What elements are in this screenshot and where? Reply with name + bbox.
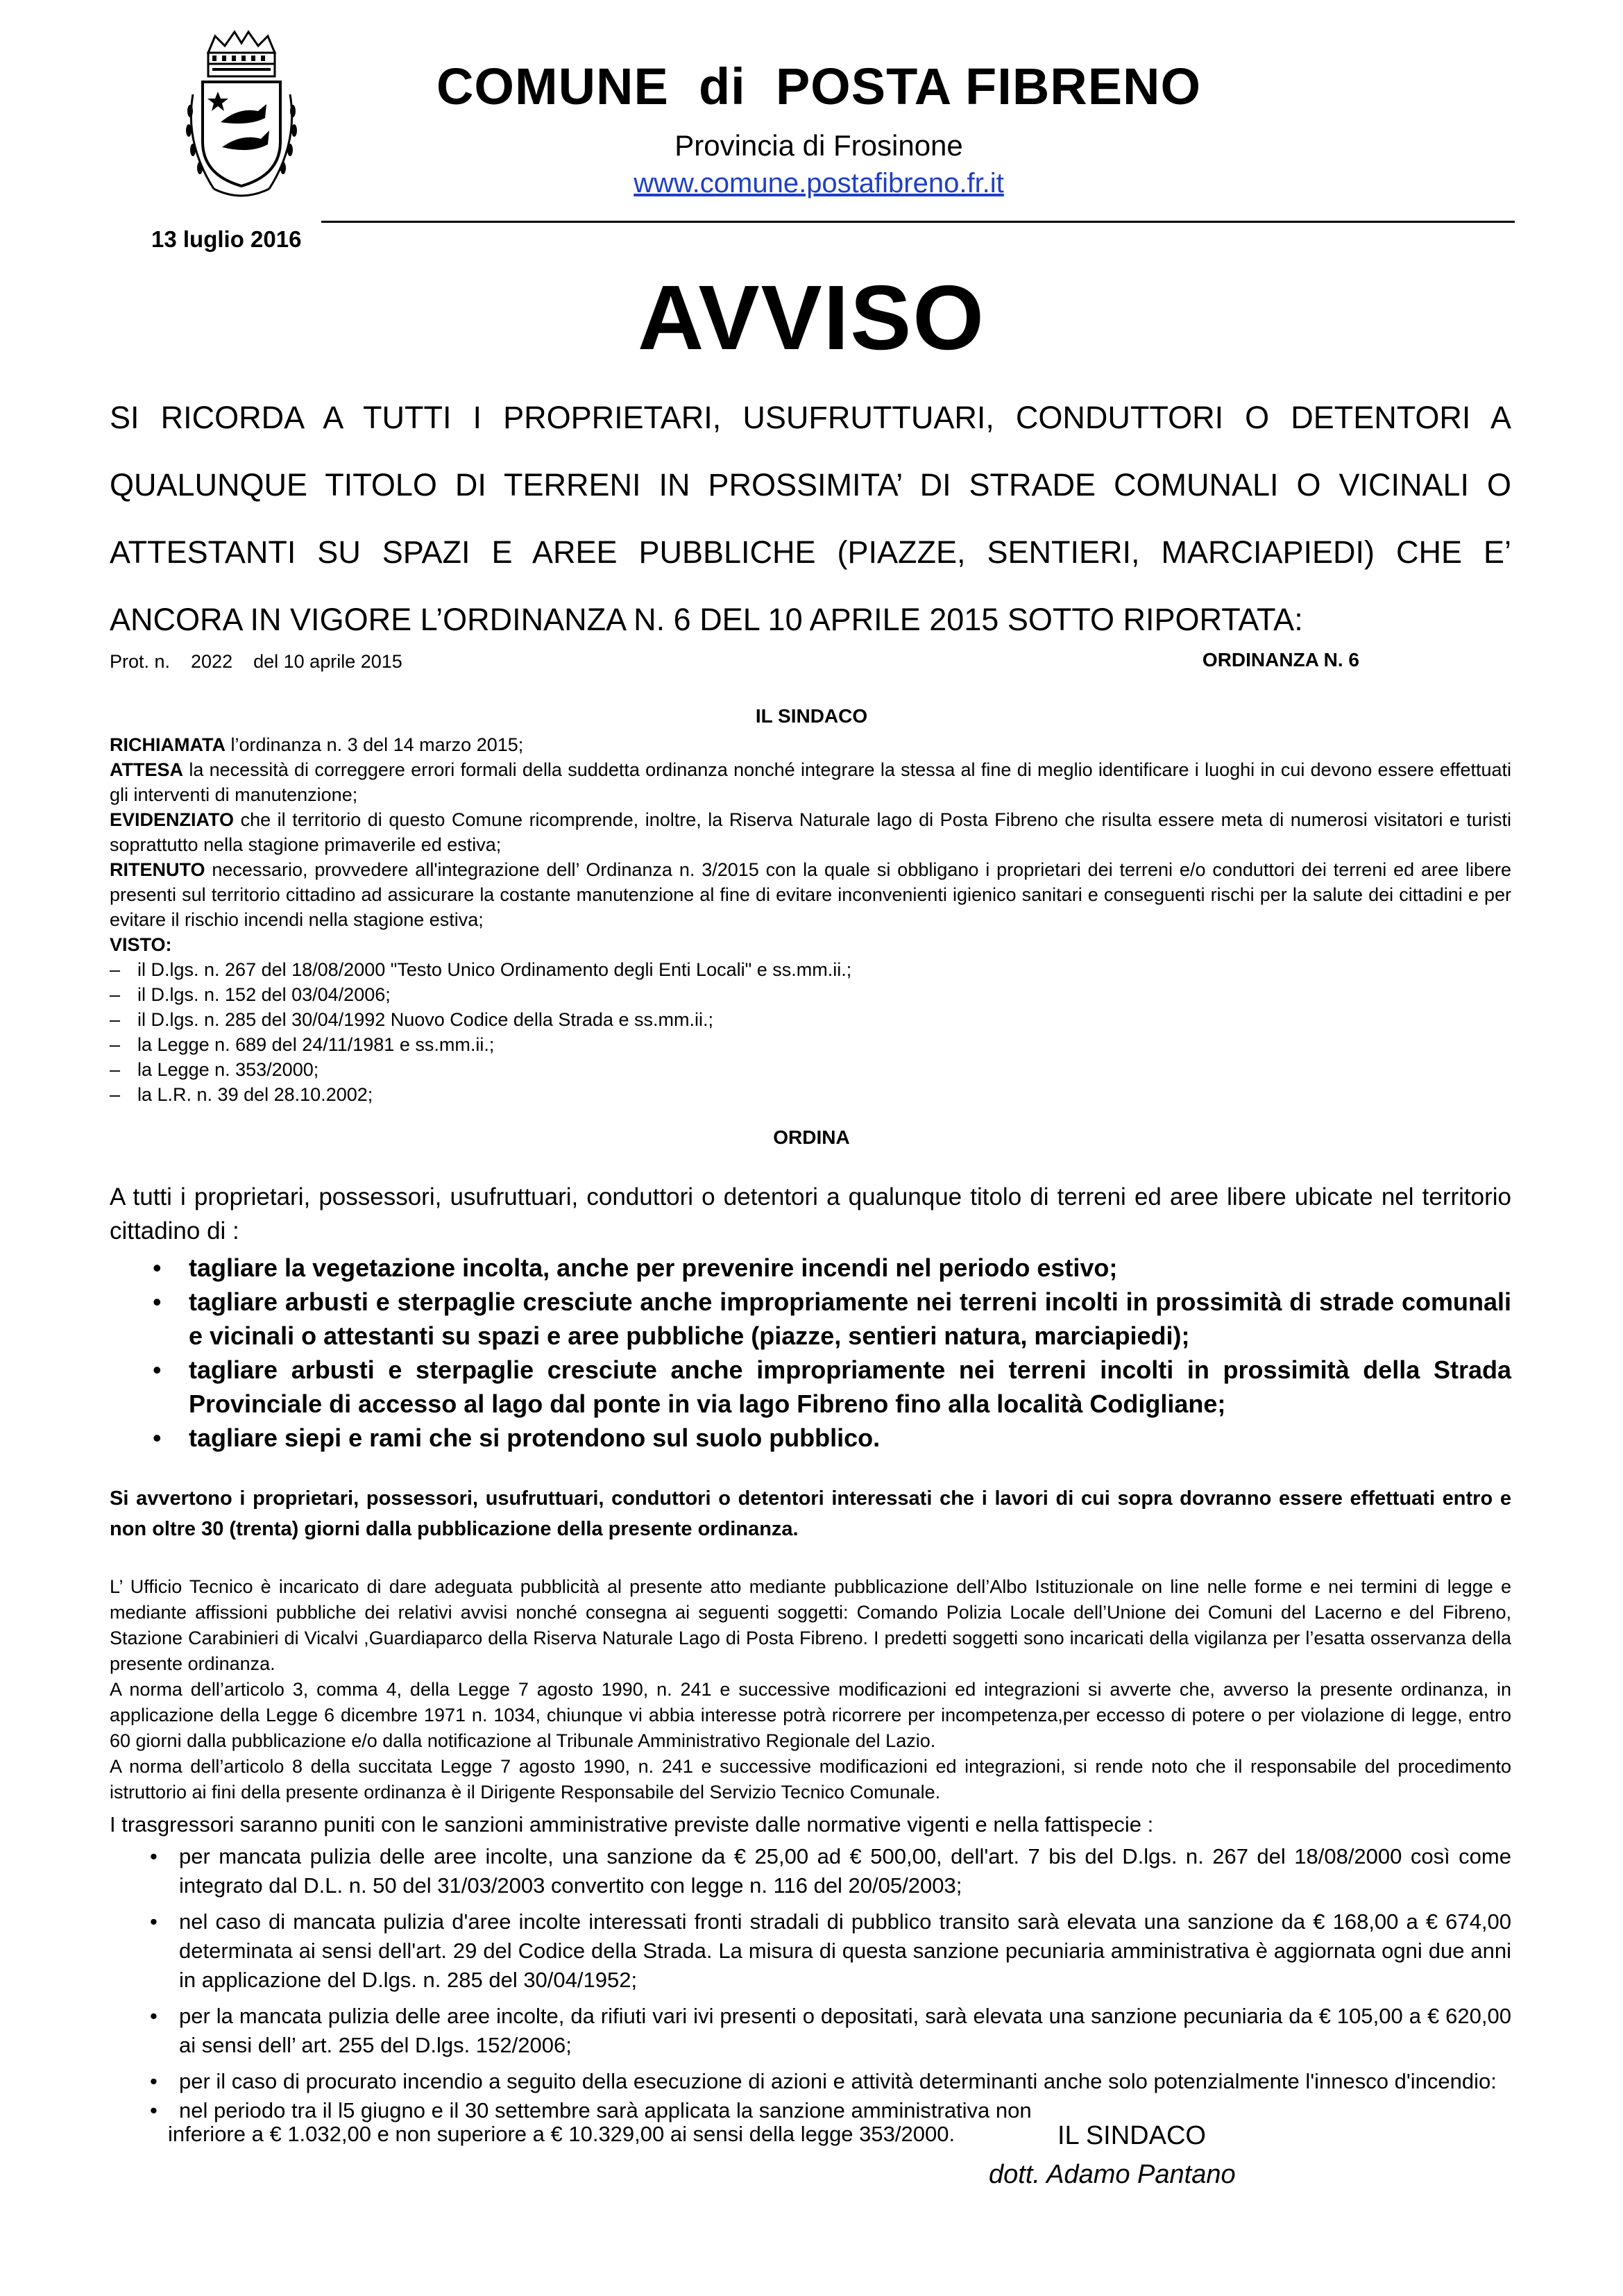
ordinance-heading: IL SINDACO (755, 705, 868, 727)
orders-list (110, 1251, 1511, 1455)
legal-paragraph: L’ Ufficio Tecnico è incaricato di dare adeguata pubblicità al presente atto mediante pubblicazione dell’Albo Istituzionale on line nelle forme e nei termini di legge e mediante affissioni pubbliche dei relativi avvisi nonché consegna ai seguenti soggetti: Comando Polizia Locale dell’Unione dei Comuni del Lacerno e del Fibreno, Stazione Carabinieri di Vicalvi ,Guardiaparco della Riserva Naturale Lago di Posta Fibreno. I predetti soggetti sono incaricati della vigilanza per l’esatta osservanza della presente ordinanza. (110, 1576, 1511, 1674)
list-item: – la Legge n. 689 del 24/11/1981 e ss.mm.ii.; (110, 1034, 495, 1055)
order-item: • tagliare la vegetazione incolta, anche per prevenire incendi nel periodo estivo; (153, 1253, 1118, 1282)
list-item: – il D.lgs. n. 152 del 03/04/2006; (110, 984, 391, 1005)
order-item: • tagliare arbusti e sterpaglie cresciute anche impropriamente nei terreni incolti in prossimità di strade comunali e vicinali o attestanti su spazi e aree pubbliche (piazze, sentieri natura, marciapiedi); (153, 1288, 1511, 1350)
sanction-item: • per mancata pulizia delle aree incolte, una sanzione da € 25,00 ad € 500,00, dell'art. 7 bis del D.lgs. n. 267 del 18/08/2000 così come integrato dal D.L. n. 50 del 31/03/2003 convertito con legge n. 116 del 20/05/2003; (150, 1844, 1511, 1898)
sanction-item: • per la mancata pulizia delle aree incolte, da rifiuti vari ivi presenti o depositati, sarà elevata una sanzione pecuniaria da € 105,00 a € 620,00 ai sensi dell’ art. 255 del D.lgs. 152/2006; (150, 2004, 1511, 2057)
sanction-continuation: inferiore a € 1.032,00 e non superiore a € 10.329,00 ai sensi della legge 353/2000. (168, 2122, 955, 2146)
order-item: • tagliare siepi e rami che si protendono sul suolo pubblico. (153, 1424, 881, 1452)
legal-notes (110, 1574, 1511, 1805)
visto-list (110, 957, 1511, 1107)
province-label: Provincia di Frosinone (674, 129, 963, 162)
ordinance-number: ORDINANZA N. 6 (1202, 649, 1359, 670)
ordinance-premises (110, 732, 1511, 1107)
protocol-number: Prot. n. 2022 del 10 aprile 2015 (110, 651, 402, 672)
sanctions-intro: I trasgressori saranno puniti con le sanzioni amministrative previste dalle normative vigenti e nella fattispecie : (110, 1812, 1154, 1837)
premise-item: RICHIAMATA l’ordinanza n. 3 del 14 marzo 2015; (110, 734, 524, 755)
sanctions-list (110, 1842, 1511, 2125)
municipality-title: COMUNE di POSTA FIBRENO (436, 58, 1202, 115)
signature-name: dott. Adamo Pantano (989, 2160, 1236, 2189)
website-link[interactable]: www.comune.postafibreno.fr.it (634, 168, 1004, 199)
deadline-warning: Si avvertono i proprietari, possessori, usufruttuari, conduttori o detentori interessati che i lavori di cui sopra dovranno essere effettuati entro e non oltre 30 (trenta) giorni dalla pubblicazione della presente ordinanza. (110, 1487, 1511, 1540)
sanction-item: • nel periodo tra il l5 giugno e il 30 settembre sarà applicata la sanzione amministrativa non (150, 2098, 1032, 2122)
notice-intro: SI RICORDA A TUTTI I PROPRIETARI, USUFRUTTUARI, CONDUTTORI O DETENTORI A QUALUNQUE TITOLO DI TERRENI IN PROSSIMITA’ DI STRADE COMUNALI O VICINALI O ATTESTANTI SU SPAZI E AREE PUBBLICHE (PIAZZE, SENTIERI, MARCIAPIEDI) CHE E’ ANCORA IN VIGORE L’ORDINANZA N. 6 DEL 10 APRILE 2015 SOTTO RIPORTATA: (110, 400, 1511, 637)
ordina-body (110, 1180, 1511, 1455)
sanctions-section (110, 1810, 1511, 2149)
premise-item: EVIDENZIATO che il territorio di questo Comune ricomprende, inoltre, la Riserva Naturale lago di Posta Fibreno che risulta essere meta di numerosi visitatori e turisti soprattutto nella stagione primaverile ed estiva; (110, 809, 1511, 855)
ordina-intro: A tutti i proprietari, possessori, usufruttuari, conduttori o detentori a qualunque titolo di terreni ed aree libere ubicate nel territorio cittadino di : (110, 1183, 1511, 1244)
legal-paragraph: A norma dell’articolo 3, comma 4, della Legge 7 agosto 1990, n. 241 e successive modificazioni ed integrazioni si avverte che, avverso la presente ordinanza, in applicazione della Legge 6 dicembre 1971 n. 1034, chiunque vi abbia interesse potrà ricorrere per incompetenza,per eccesso di potere o per violazione di legge, entro 60 giorni dalla pubblicazione e/o dalla notificazione al Tribunale Amministrativo Regionale del Lazio. (110, 1679, 1511, 1751)
signature-role: IL SINDACO (1057, 2121, 1206, 2150)
coat-of-arms-icon (172, 25, 311, 212)
header-divider (321, 221, 1515, 223)
order-item: • tagliare arbusti e sterpaglie cresciute anche impropriamente nei terreni incolti in prossimità della Strada Provinciale di accesso al lago dal ponte in via lago Fibreno fino alla località Codigliane; (153, 1356, 1511, 1418)
sanction-item: • nel caso di mancata pulizia d'aree incolte interessati fronti stradali di pubblico transito sarà elevata una sanzione da € 168,00 a € 674,00 determinata ai sensi dell'art. 29 del Codice della Strada. La misura di questa sanzione pecuniaria amministrativa è aggiornata ogni due anni in applicazione del D.lgs. n. 285 del 30/04/1952; (150, 1909, 1511, 1992)
visto-label: VISTO: (110, 934, 172, 955)
notice-title: AVVISO (637, 267, 985, 369)
list-item: – il D.lgs. n. 267 del 18/08/2000 "Testo Unico Ordinamento degli Enti Locali" e ss.mm.ii.; (110, 959, 852, 980)
list-item: – la L.R. n. 39 del 28.10.2002; (110, 1084, 373, 1105)
list-item: – il D.lgs. n. 285 del 30/04/1992 Nuovo Codice della Strada e ss.mm.ii.; (110, 1009, 713, 1030)
list-item: – la Legge n. 353/2000; (110, 1059, 319, 1080)
legal-paragraph: A norma dell’articolo 8 della succitata Legge 7 agosto 1990, n. 241 e successive modificazioni ed integrazioni, si rende noto che il responsabile del procedimento istruttorio ai fini della presente ordinanza è il Dirigente Responsabile del Servizio Tecnico Comunale. (110, 1756, 1511, 1803)
notice-date: 13 luglio 2016 (151, 226, 302, 252)
ordina-heading: ORDINA (773, 1126, 850, 1148)
sanction-item: • per il caso di procurato incendio a seguito della esecuzione di azioni e attività determinanti anche solo potenzialmente l'innesco d'incendio: (150, 2069, 1497, 2093)
premise-item: ATTESA la necessità di correggere errori formali della suddetta ordinanza nonché integrare la stessa al fine di meglio identificare i luoghi in cui devono essere effettuati gli interventi di manutenzione; (110, 759, 1511, 805)
premise-item: RITENUTO necessario, provvedere all'integrazione dell’ Ordinanza n. 3/2015 con la quale si obbligano i proprietari dei terreni e/o conduttori dei terreni ed aree libere presenti sul territorio cittadino ad assicurare la costante manutenzione al fine di evitare inconvenienti igienico sanitari e conseguenti rischi per la salute dei cittadini e per evitare il rischio incendi nella stagione estiva; (110, 859, 1511, 930)
